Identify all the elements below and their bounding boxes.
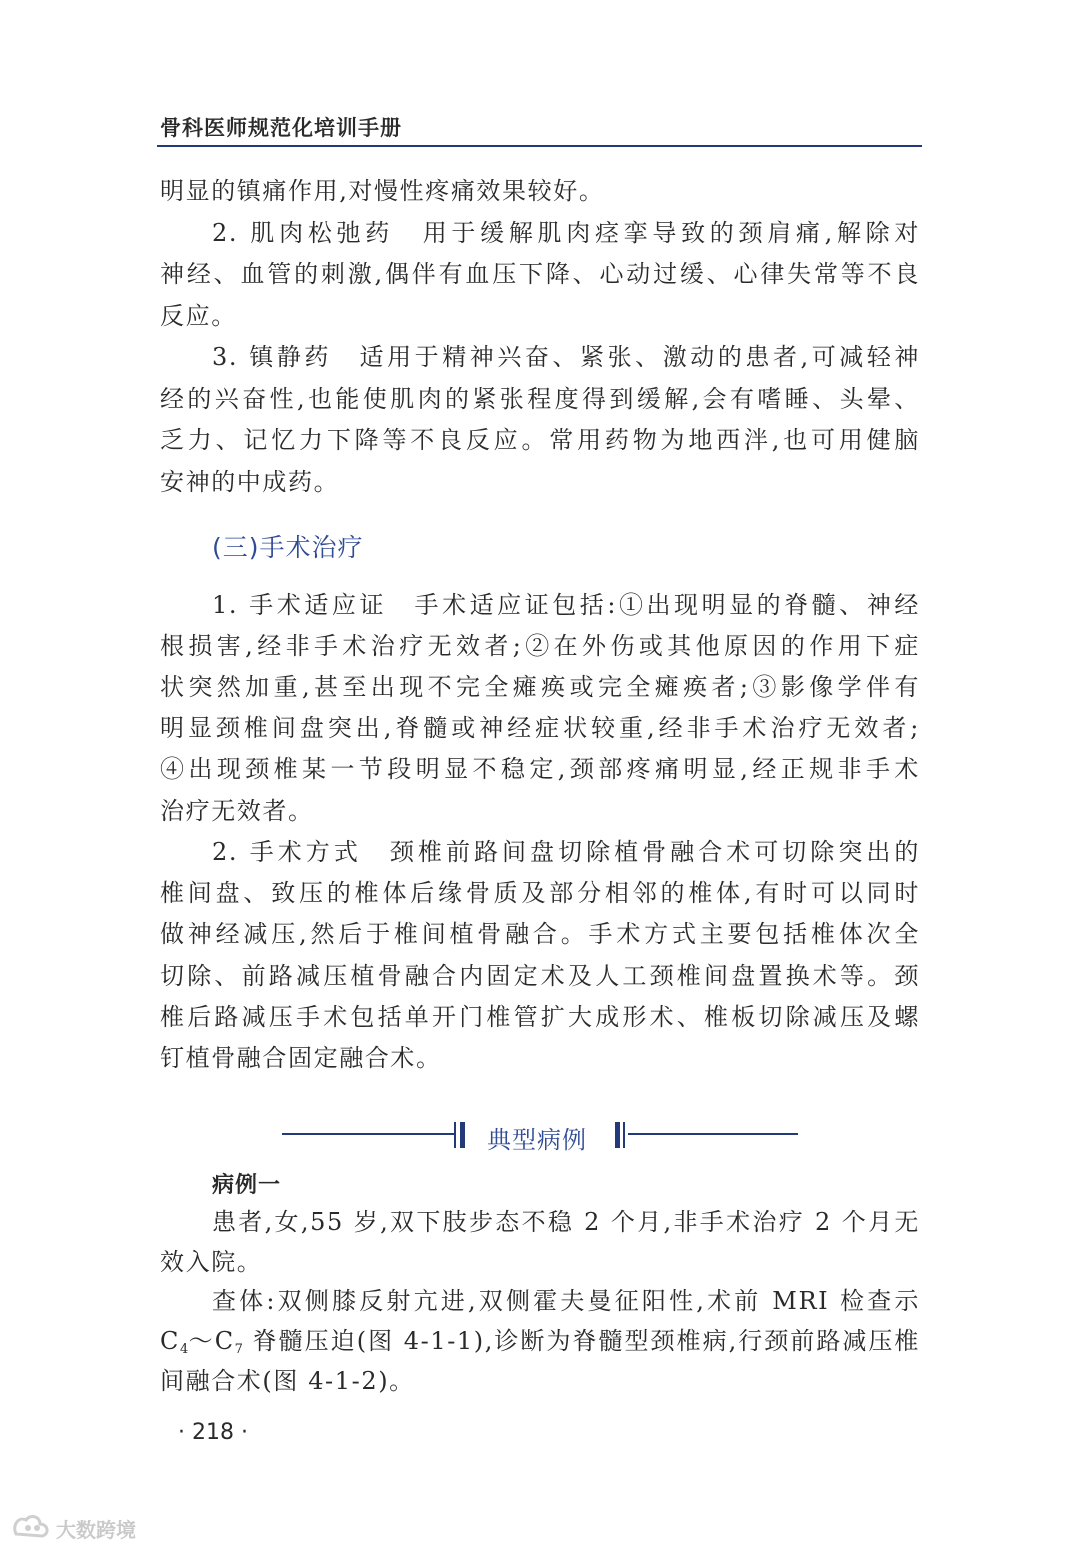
body-line: 切除、前路减压植骨融合内固定术及人工颈椎间盘置换术等。颈 xyxy=(160,962,920,990)
case-line-rest: 脊髓压迫(图 4-1-1),诊断为脊髓型颈椎病,行颈前路减压椎 xyxy=(242,1327,920,1355)
body-line: 2. 肌肉松弛药 用于缓解肌肉痉挛导致的颈肩痛,解除对 xyxy=(212,219,920,247)
banner-bar xyxy=(454,1122,456,1148)
case-line: 间融合术(图 4-1-2)。 xyxy=(160,1367,415,1395)
body-line: 2. 手术方式 颈椎前路间盘切除植骨融合术可切除突出的 xyxy=(212,838,920,866)
banner-rule-right xyxy=(628,1133,798,1135)
body-line: 经的兴奋性,也能使肌肉的紧张程度得到缓解,会有嗜睡、头晕、 xyxy=(160,385,920,413)
body-line: 神经、血管的刺激,偶伴有血压下降、心动过缓、心律失常等不良 xyxy=(160,260,920,288)
case-line: 效入院。 xyxy=(160,1248,263,1276)
section-heading: (三)手术治疗 xyxy=(212,533,364,562)
body-line: 椎间盘、致压的椎体后缘骨质及部分相邻的椎体,有时可以同时 xyxy=(160,879,920,907)
body-line: 状突然加重,甚至出现不完全瘫痪或完全瘫痪者;③影像学伴有 xyxy=(160,673,920,701)
case-line: 患者,女,55 岁,双下肢步态不稳 2 个月,非手术治疗 2 个月无 xyxy=(212,1208,920,1236)
body-line: 做神经减压,然后于椎间植骨融合。手术方式主要包括椎体次全 xyxy=(160,920,920,948)
watermark-logo-icon xyxy=(10,1512,54,1542)
body-line: 反应。 xyxy=(160,302,237,330)
case-banner-title: 典型病例 xyxy=(487,1126,587,1154)
body-line: 根损害,经非手术治疗无效者;②在外伤或其他原因的作用下症 xyxy=(160,632,920,660)
watermark-text: 大数跨境 xyxy=(56,1518,136,1542)
body-line: 3. 镇静药 适用于精神兴奋、紧张、激动的患者,可减轻神 xyxy=(212,343,920,371)
case-banner xyxy=(282,1118,798,1154)
page-number: · 218 · xyxy=(178,1420,248,1445)
body-line: ④出现颈椎某一节段明显不稳定,颈部疼痛明显,经正规非手术 xyxy=(160,755,920,783)
body-line: 明显的镇痛作用,对慢性疼痛效果较好。 xyxy=(160,177,605,205)
body-line: 钉植骨融合固定融合术。 xyxy=(160,1044,442,1072)
header-rule xyxy=(157,145,922,147)
vertebra-c: C xyxy=(160,1327,180,1355)
body-line: 安神的中成药。 xyxy=(160,468,340,496)
banner-bar xyxy=(615,1122,620,1148)
vertebra-range: ～C xyxy=(188,1327,235,1355)
subscript: 4 xyxy=(179,1342,189,1357)
case-line xyxy=(160,1326,920,1365)
banner-rule-left xyxy=(282,1133,454,1135)
body-line: 治疗无效者。 xyxy=(160,797,314,825)
case-line: 查体:双侧膝反射亢进,双侧霍夫曼征阳性,术前 MRI 检查示 xyxy=(212,1287,920,1315)
banner-bar xyxy=(460,1122,465,1148)
case-title: 病例一 xyxy=(212,1173,282,1198)
body-line: 1. 手术适应证 手术适应证包括:①出现明显的脊髓、神经 xyxy=(212,591,920,619)
banner-bar xyxy=(623,1122,625,1148)
body-line: 椎后路减压手术包括单开门椎管扩大成形术、椎板切除减压及螺 xyxy=(160,1003,920,1031)
running-header: 骨科医师规范化培训手册 xyxy=(160,116,402,140)
body-line: 明显颈椎间盘突出,脊髓或神经症状较重,经非手术治疗无效者; xyxy=(160,714,920,742)
body-line: 乏力、记忆力下降等不良反应。常用药物为地西泮,也可用健脑 xyxy=(160,426,920,454)
subscript: 7 xyxy=(234,1342,243,1357)
